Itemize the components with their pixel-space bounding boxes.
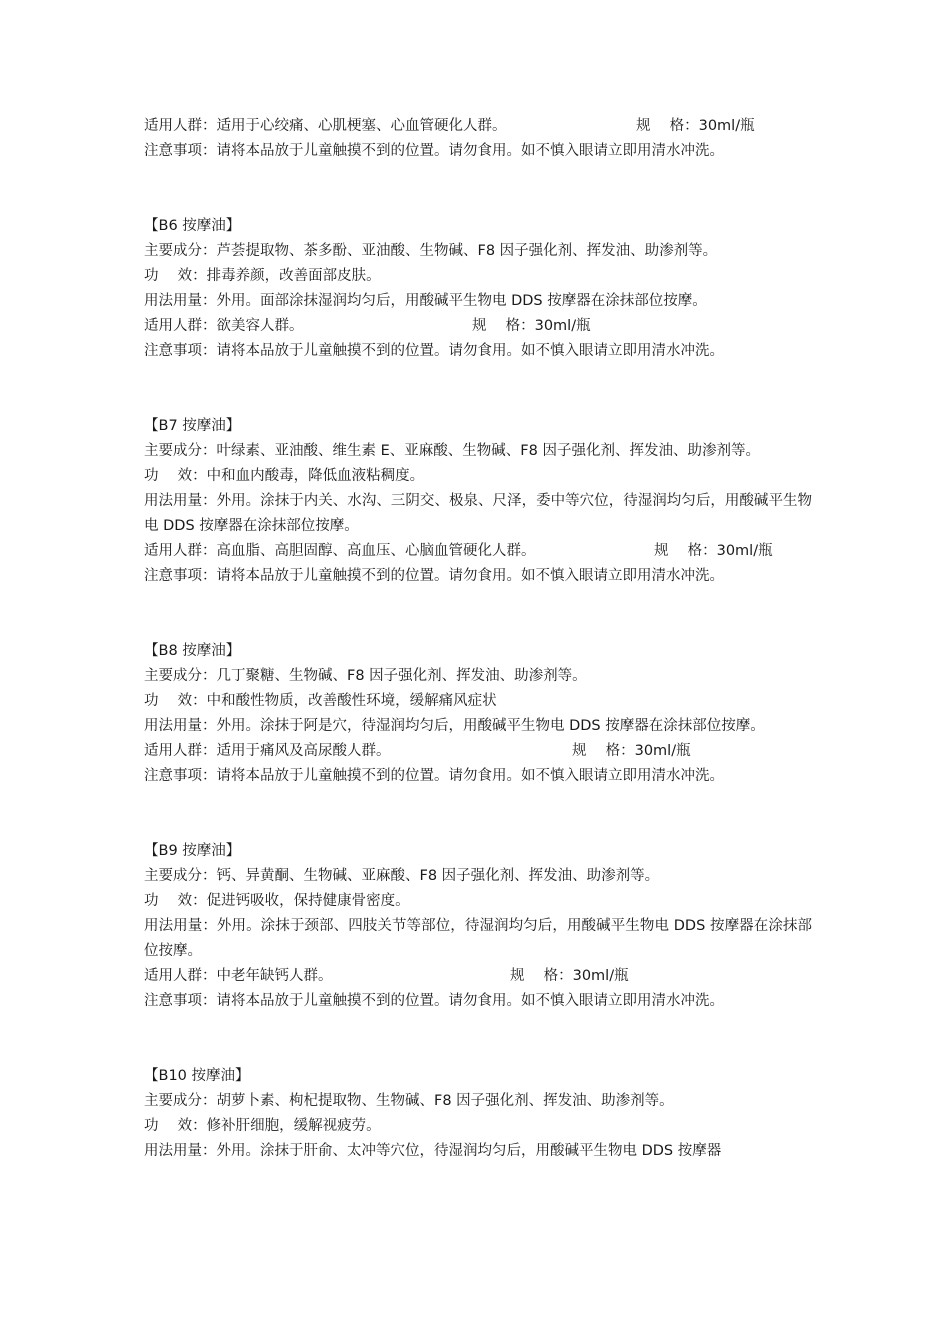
effect-line: 功 效：排毒养颜，改善面部皮肤。 [144,268,381,284]
audience-text: 适用人群：适用于心绞痛、心肌梗塞、心血管硬化人群。 [144,118,507,134]
product-b7 [144,414,812,589]
audience-line [144,964,812,989]
product-b9 [144,839,812,1014]
product-title: 【B6 按摩油】 [144,218,241,234]
product-b10 [144,1064,812,1164]
audience-text: 适用人群：适用于痛风及高尿酸人群。 [144,743,391,759]
audience-line [144,114,812,139]
product-title: 【B7 按摩油】 [144,418,241,434]
caution-line: 注意事项：请将本品放于儿童触摸不到的位置。请勿食用。如不慎入眼请立即用清水冲洗。 [144,993,724,1009]
spec-text: 规 格：30ml/瓶 [472,318,591,334]
ingredients-line: 主要成分：几丁聚糖、生物碱、F8 因子强化剂、挥发油、助渗剂等。 [144,668,587,684]
caution-line: 注意事项：请将本品放于儿童触摸不到的位置。请勿食用。如不慎入眼请立即用清水冲洗。 [144,768,724,784]
usage-line: 用法用量：外用。涂抹于肝俞、太冲等穴位，待湿润均匀后，用酸碱平生物电 DDS 按摩器 [144,1143,722,1159]
spec-text: 规 格：30ml/瓶 [636,118,755,134]
caution-line: 注意事项：请将本品放于儿童触摸不到的位置。请勿食用。如不慎入眼请立即用清水冲洗。 [144,568,724,584]
ingredients-line: 主要成分：芦荟提取物、茶多酚、亚油酸、生物碱、F8 因子强化剂、挥发油、助渗剂等。 [144,243,718,259]
effect-line: 功 效：中和血内酸毒，降低血液粘稠度。 [144,468,425,484]
product-title: 【B8 按摩油】 [144,643,241,659]
caution-line: 注意事项：请将本品放于儿童触摸不到的位置。请勿食用。如不慎入眼请立即用清水冲洗。 [144,143,724,159]
effect-line: 功 效：促进钙吸收，保持健康骨密度。 [144,893,410,909]
usage-line: 用法用量：外用。涂抹于颈部、四肢关节等部位，待湿润均匀后，用酸碱平生物电 DDS 按摩器在涂抹部位按摩。 [144,918,812,959]
document-body [144,114,812,1164]
spec-text: 规 格：30ml/瓶 [510,968,629,984]
usage-line: 用法用量：外用。涂抹于阿是穴，待湿润均匀后，用酸碱平生物电 DDS 按摩器在涂抹部位按摩。 [144,718,765,734]
ingredients-line: 主要成分：胡萝卜素、枸杞提取物、生物碱、F8 因子强化剂、挥发油、助渗剂等。 [144,1093,674,1109]
audience-line [144,314,812,339]
section-top [144,114,812,164]
product-b8 [144,639,812,789]
spec-text: 规 格：30ml/瓶 [572,743,691,759]
product-b6 [144,214,812,364]
ingredients-line: 主要成分：钙、异黄酮、生物碱、亚麻酸、F8 因子强化剂、挥发油、助渗剂等。 [144,868,660,884]
audience-text: 适用人群：中老年缺钙人群。 [144,968,333,984]
audience-text: 适用人群：欲美容人群。 [144,318,304,334]
usage-line: 用法用量：外用。面部涂抹湿润均匀后，用酸碱平生物电 DDS 按摩器在涂抹部位按摩。 [144,293,707,309]
effect-line: 功 效：中和酸性物质，改善酸性环境，缓解痛风症状 [144,693,497,709]
product-title: 【B9 按摩油】 [144,843,241,859]
spec-text: 规 格：30ml/瓶 [654,543,773,559]
audience-text: 适用人群：高血脂、高胆固醇、高血压、心脑血管硬化人群。 [144,543,536,559]
effect-line: 功 效：修补肝细胞，缓解视疲劳。 [144,1118,381,1134]
audience-line [144,539,812,564]
ingredients-line: 主要成分：叶绿素、亚油酸、维生素 E、亚麻酸、生物碱、F8 因子强化剂、挥发油、助渗剂等。 [144,443,760,459]
usage-line: 用法用量：外用。涂抹于内关、水沟、三阴交、极泉、尺泽，委中等穴位，待湿润均匀后，用酸碱平生物电 DDS 按摩器在涂抹部位按摩。 [144,493,812,534]
caution-line: 注意事项：请将本品放于儿童触摸不到的位置。请勿食用。如不慎入眼请立即用清水冲洗。 [144,343,724,359]
audience-line [144,739,812,764]
product-title: 【B10 按摩油】 [144,1068,250,1084]
